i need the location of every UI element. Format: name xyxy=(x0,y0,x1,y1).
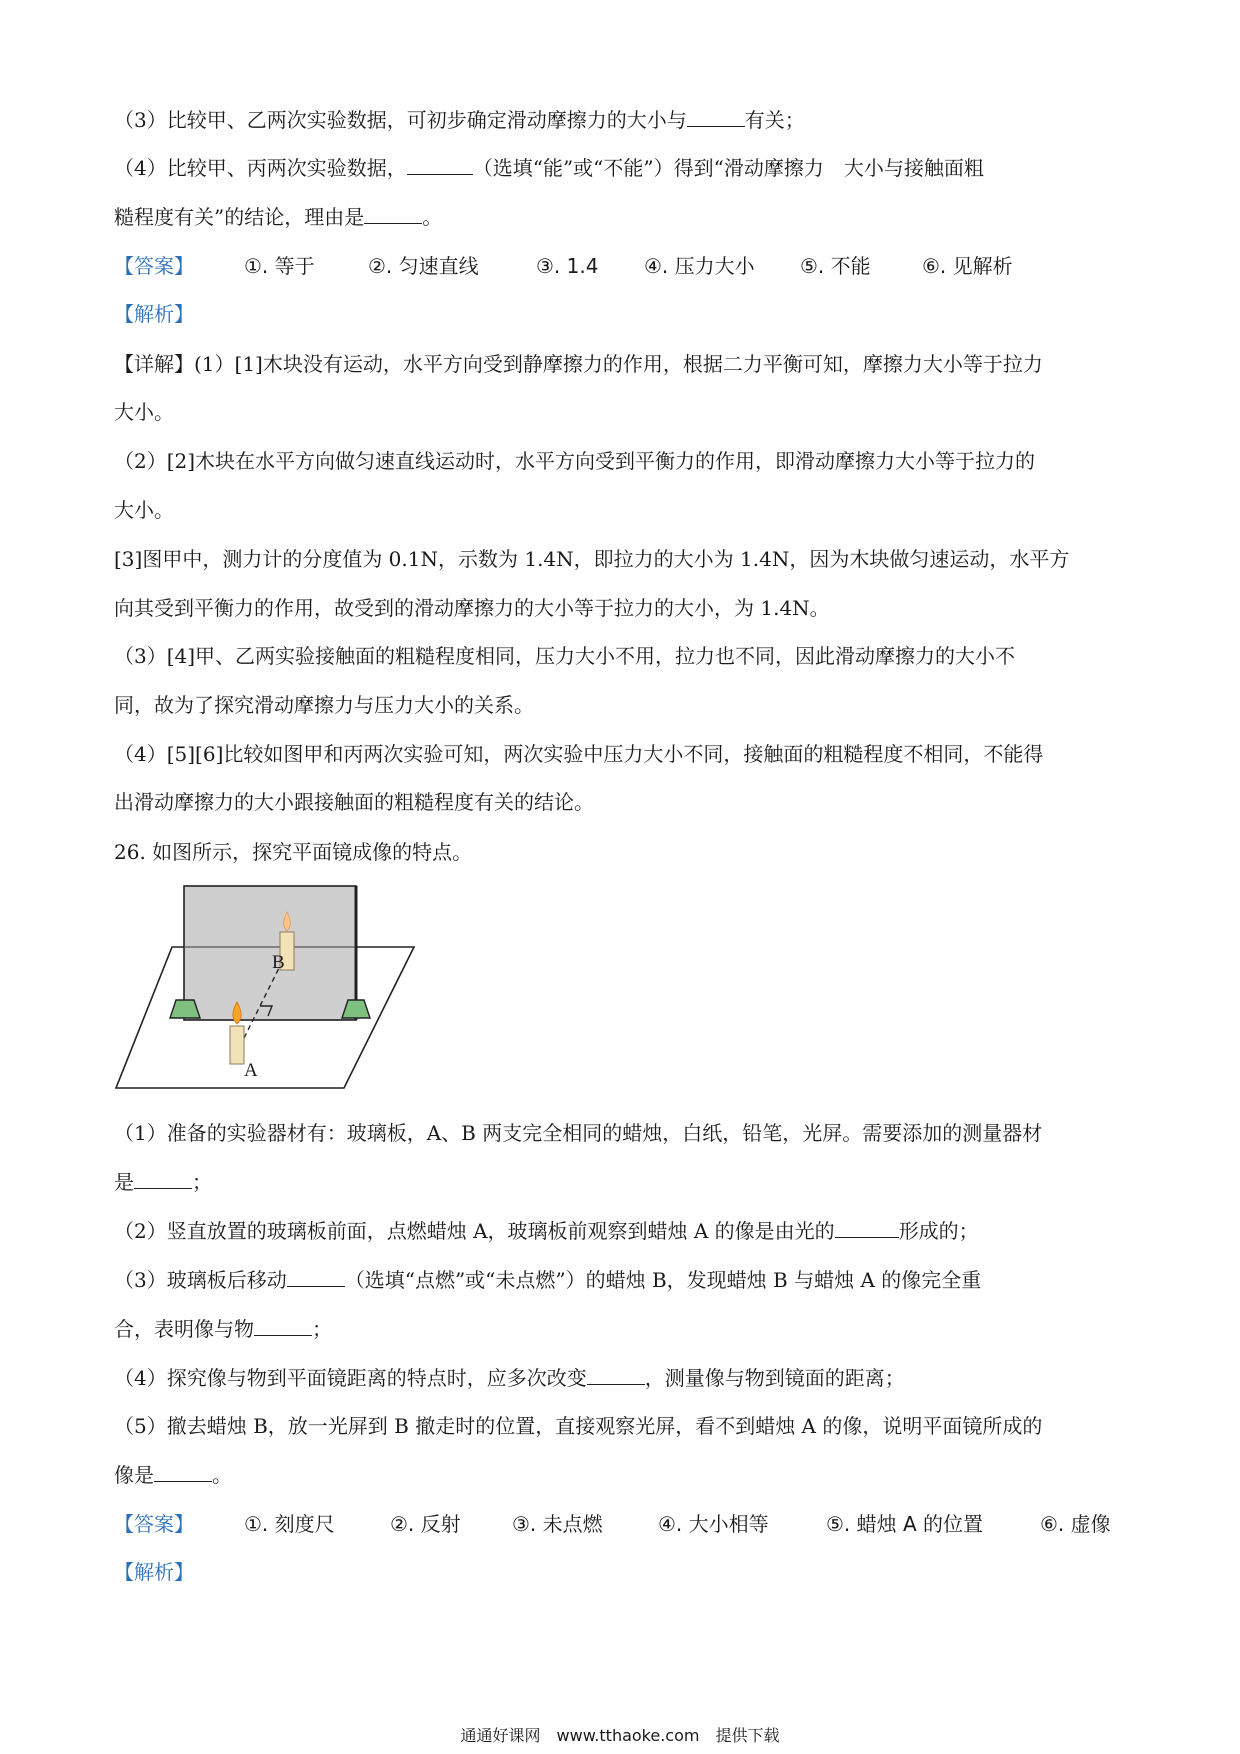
blank[interactable] xyxy=(687,108,745,127)
q26-part3-line2: 合，表明像与物 ； xyxy=(114,1317,332,1341)
answer-item: ⑤. 不能 xyxy=(800,254,871,278)
answer-tag: 【答案】 xyxy=(114,1512,194,1536)
page-footer: 通通好课网 www.tthaoke.com 提供下载 xyxy=(460,1726,780,1745)
blank[interactable] xyxy=(134,1170,192,1189)
analysis-line: 出滑动摩擦力的大小跟接触面的粗糙程度有关的结论。 xyxy=(114,790,594,814)
answer-tag: 【答案】 xyxy=(114,254,194,278)
analysis-line: [3]图甲中，测力计的分度值为 0.1N，示数为 1.4N，即拉力的大小为 1.4N，因为木块做匀速运动，水平方 xyxy=(114,547,1070,571)
analysis-tag: 【解析】 xyxy=(114,1560,194,1584)
answer-item: ②. 反射 xyxy=(390,1512,461,1536)
answer-item: ⑥. 虚像 xyxy=(1040,1512,1111,1536)
answer-item: ③. 未点燃 xyxy=(512,1512,603,1536)
analysis-line: 大小。 xyxy=(114,400,174,424)
blank[interactable] xyxy=(835,1219,899,1238)
analysis-line: （4）[5][6]比较如图甲和丙两次实验可知，两次实验中压力大小不同，接触面的粗糙程度不相同，不能得 xyxy=(114,742,1044,766)
mirror-experiment-figure xyxy=(112,882,422,1094)
q26-part1-line1: （1）准备的实验器材有：玻璃板，A、B 两支完全相同的蜡烛，白纸，铅笔，光屏。需要添加的测量器材 xyxy=(114,1121,1043,1145)
label-a: A xyxy=(244,1060,258,1081)
analysis-line: 向其受到平衡力的作用，故受到的滑动摩擦力的大小等于拉力的大小，为 1.4N。 xyxy=(114,596,830,620)
candle-a xyxy=(230,1026,244,1064)
analysis-line: 同，故为了探究滑动摩擦力与压力大小的关系。 xyxy=(114,693,534,717)
answer-item: ④. 大小相等 xyxy=(658,1512,769,1536)
answer-item: ①. 刻度尺 xyxy=(244,1512,335,1536)
q26-part3-line1: （3）玻璃板后移动 （选填“点燃”或“未点燃”）的蜡烛 B，发现蜡烛 B 与蜡烛 A 的像完全重 xyxy=(114,1268,982,1292)
q26-part1-line2: 是 ； xyxy=(114,1170,212,1194)
blank[interactable] xyxy=(364,205,422,224)
analysis-tag: 【解析】 xyxy=(114,302,194,326)
q26-part5-line1: （5）撤去蜡烛 B，放一光屏到 B 撤走时的位置，直接观察光屏，看不到蜡烛 A 的像，说明平面镜所成的 xyxy=(114,1414,1043,1438)
answer-item: ④. 压力大小 xyxy=(644,254,755,278)
blank[interactable] xyxy=(254,1317,312,1336)
analysis-line: 【详解】(1）[1]木块没有运动，水平方向受到静摩擦力的作用，根据二力平衡可知，摩擦力大小等于拉力 xyxy=(114,352,1043,376)
q26-title: 26. 如图所示，探究平面镜成像的特点。 xyxy=(114,840,473,864)
blank[interactable] xyxy=(587,1366,645,1385)
q26-part4: （4）探究像与物到平面镜距离的特点时，应多次改变 ，测量像与物到镜面的距离； xyxy=(114,1366,905,1390)
q25-part4-line2: 糙程度有关”的结论，理由是 。 xyxy=(114,205,443,229)
q26-part5-line2: 像是 。 xyxy=(114,1463,232,1487)
glass-plate xyxy=(184,886,356,1020)
q25-part4-line1: （4）比较甲、丙两次实验数据， （选填“能”或“不能”）得到“滑动摩擦力 大小与接触面粗 xyxy=(114,156,984,180)
q26-part2: （2）竖直放置的玻璃板前面，点燃蜡烛 A，玻璃板前观察到蜡烛 A 的像是由光的 形成的； xyxy=(114,1219,979,1243)
answer-item: ⑤. 蜡烛 A 的位置 xyxy=(826,1512,984,1536)
answer-item: ②. 匀速直线 xyxy=(368,254,479,278)
analysis-line: （3）[4]甲、乙两实验接触面的粗糙程度相同，压力大小不用，拉力也不同，因此滑动摩擦力的大小不 xyxy=(114,644,1016,668)
answer-item: ③. 1.4 xyxy=(536,254,599,278)
glass-base-left xyxy=(170,1000,200,1018)
q25-part3: （3）比较甲、乙两次实验数据，可初步确定滑动摩擦力的大小与 有关； xyxy=(114,108,805,132)
blank[interactable] xyxy=(407,156,473,175)
label-b: B xyxy=(272,952,285,973)
analysis-line: 大小。 xyxy=(114,498,174,522)
blank[interactable] xyxy=(287,1268,345,1287)
analysis-line: （2）[2]木块在水平方向做匀速直线运动时，水平方向受到平衡力的作用，即滑动摩擦力大小等于拉力的 xyxy=(114,449,1036,473)
answer-item: ①. 等于 xyxy=(244,254,315,278)
blank[interactable] xyxy=(154,1463,212,1482)
answer-item: ⑥. 见解析 xyxy=(922,254,1013,278)
